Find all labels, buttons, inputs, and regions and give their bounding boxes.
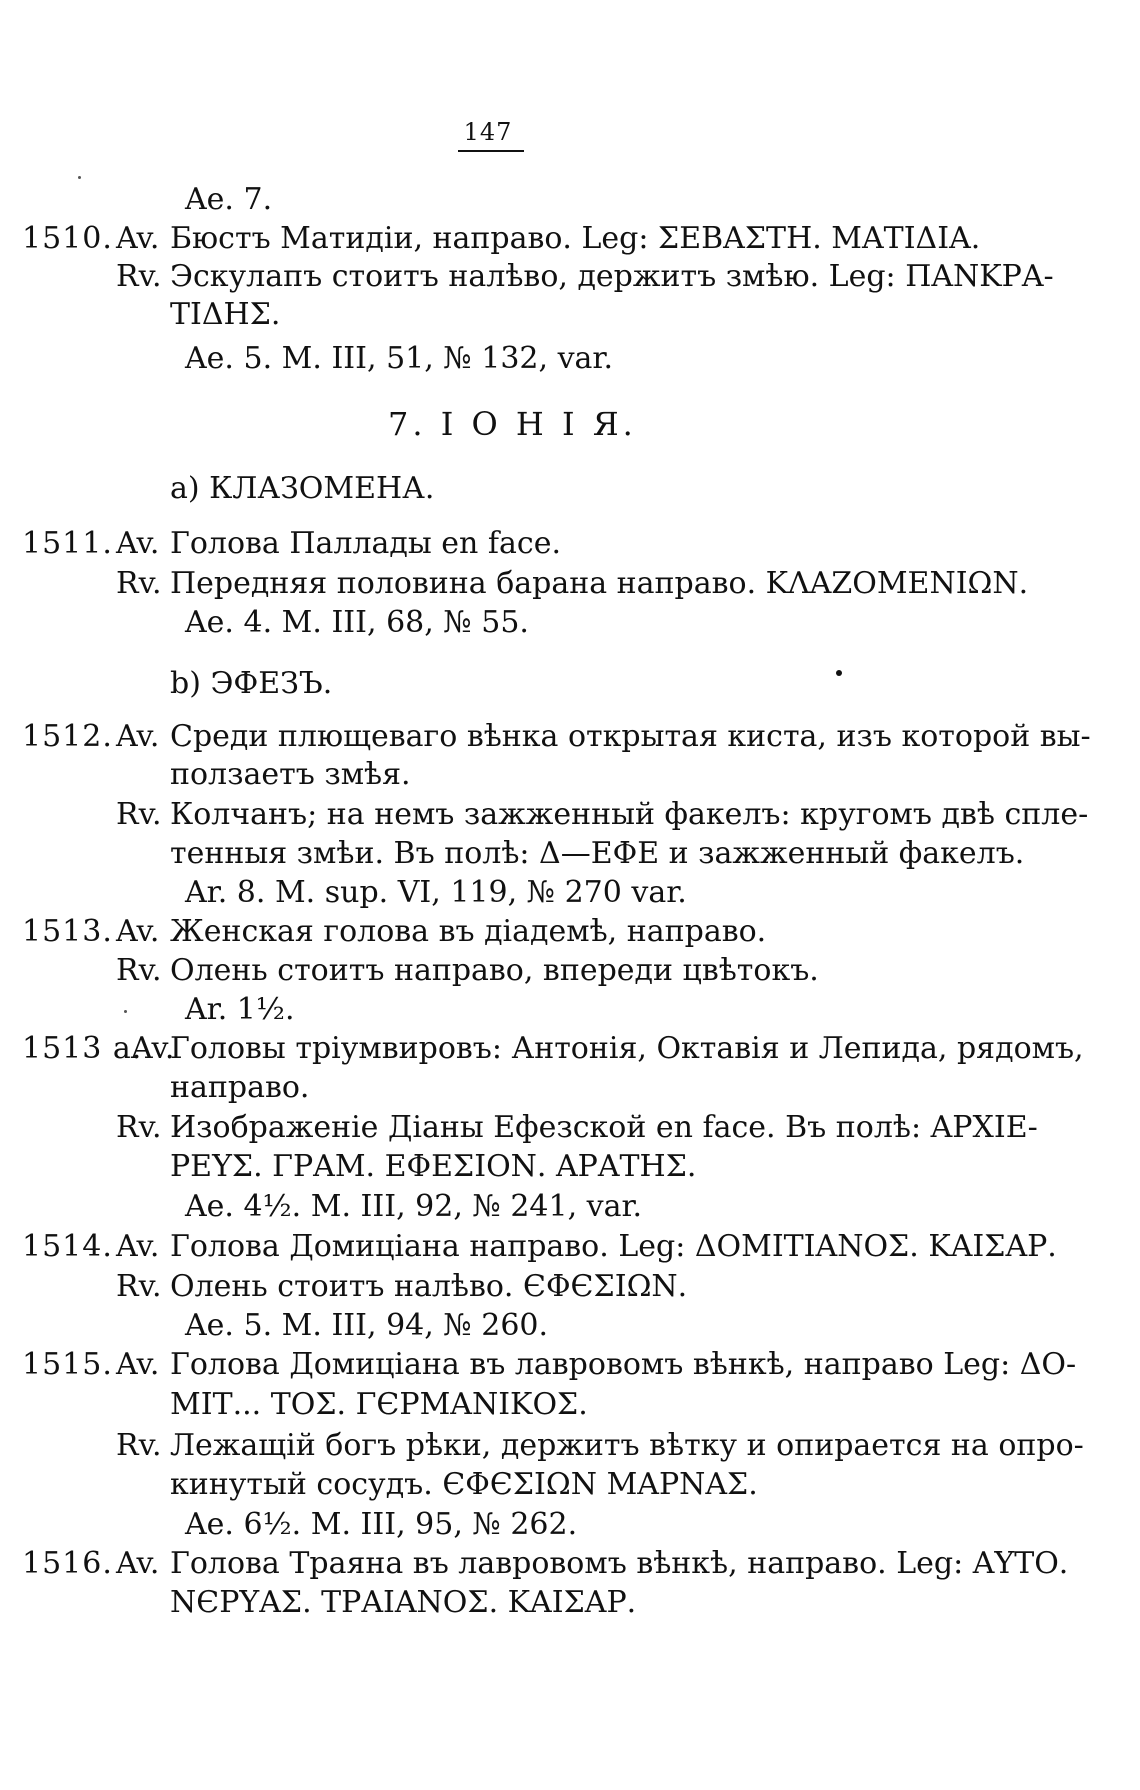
metadata-line: Ae. 6½. M. III, 95, № 262. (185, 1507, 578, 1542)
side-label: Av. (116, 526, 160, 561)
metadata-line: Ar. 1½. (185, 992, 295, 1027)
metadata-line: Ar. 8. M. sup. VI, 119, № 270 var. (185, 875, 687, 910)
page-number: 147 (463, 118, 513, 146)
entry-text: Среди плющеваго вѣнка открытая киста, изъ которой вы- (170, 719, 1091, 754)
metadata-line: Ae. 7. (185, 182, 273, 217)
page-number-underline (458, 150, 524, 152)
catalog-number: 1513. (22, 914, 113, 949)
entry-text: Голова Паллады en face. (170, 526, 561, 561)
print-speck (78, 176, 81, 179)
entry-text: тенныя змѣи. Въ полѣ: Δ—ΕΦΕ и зажженный факелъ. (170, 836, 1025, 871)
catalog-number: 1512. (22, 719, 113, 754)
entry-text: кинутый сосудъ. ЄΦЄΣΙΩΝ ΜΑΡΝΑΣ. (170, 1467, 758, 1502)
entry-text: ΤΙΔΗΣ. (170, 297, 281, 332)
subsection-heading: b) ЭФЕЗЪ. (170, 666, 333, 701)
entry-text: ΝЄΡΥΑΣ. ΤΡΑΙΑΝΟΣ. ΚΑΙΣΑΡ. (170, 1585, 637, 1620)
subsection-heading: a) КЛАЗОМЕНА. (170, 471, 435, 506)
section-heading: 7. I O H I Я. (388, 405, 637, 443)
side-label: Av. (116, 914, 160, 949)
side-label: Rv. (116, 797, 162, 832)
catalog-number: 1511. (22, 526, 113, 561)
side-label: Av. (116, 221, 160, 256)
catalog-number: 1510. (22, 221, 113, 256)
entry-text: Олень стоитъ направо, впереди цвѣтокъ. (170, 953, 819, 988)
side-label: Av. (131, 1031, 175, 1066)
metadata-line: Ae. 4. M. III, 68, № 55. (185, 605, 529, 640)
entry-text: Бюстъ Матидіи, направо. Leg: ΣΕΒΑΣΤΗ. ΜΑΤΙΔΙΑ. (170, 221, 981, 256)
entry-text: Голова Домиціана въ лавровомъ вѣнкѣ, направо Leg: ΔΟ- (170, 1347, 1077, 1382)
entry-text: Передняя половина барана направо. ΚΛΑΖΟΜΕΝΙΩΝ. (170, 566, 1029, 601)
print-dot (836, 670, 842, 676)
side-label: Av. (116, 1229, 160, 1264)
metadata-line: Ae. 4½. M. III, 92, № 241, var. (185, 1189, 643, 1224)
side-label: Rv. (116, 1110, 162, 1145)
catalog-number: 1515. (22, 1347, 113, 1382)
side-label: Rv. (116, 953, 162, 988)
side-label: Rv. (116, 259, 162, 294)
print-speck (124, 1010, 127, 1013)
entry-text: Эскулапъ стоитъ налѣво, держитъ змѣю. Leg: ΠΑΝΚΡΑ- (170, 259, 1054, 294)
side-label: Rv. (116, 1269, 162, 1304)
entry-text: Олень стоитъ налѣво. ЄΦЄΣΙΩΝ. (170, 1269, 688, 1304)
side-label: Av. (116, 719, 160, 754)
entry-text: Лежащій богъ рѣки, держитъ вѣтку и опирается на опро- (170, 1428, 1084, 1463)
entry-text: ползаетъ змѣя. (170, 757, 411, 792)
side-label: Av. (116, 1546, 160, 1581)
entry-text: направо. (170, 1070, 310, 1105)
metadata-line: Ae. 5. M. III, 94, № 260. (185, 1308, 549, 1343)
side-label: Av. (116, 1347, 160, 1382)
side-label: Rv. (116, 1428, 162, 1463)
entry-text: Изображеніе Діаны Ефезской en face. Въ полѣ: ΑΡΧΙΕ- (170, 1110, 1038, 1145)
entry-text: Женская голова въ діадемѣ, направо. (170, 914, 767, 949)
entry-text: Головы тріумвировъ: Антонія, Октавія и Лепида, рядомъ, (170, 1031, 1084, 1066)
entry-text: Колчанъ; на немъ зажженный факелъ: кругомъ двѣ спле- (170, 797, 1089, 832)
catalog-number: 1513 a. (22, 1031, 143, 1066)
catalog-number: 1514. (22, 1229, 113, 1264)
entry-text: Голова Домиціана направо. Leg: ΔΟΜΙΤΙΑΝΟΣ. ΚΑΙΣΑΡ. (170, 1229, 1057, 1264)
catalog-number: 1516. (22, 1546, 113, 1581)
side-label: Rv. (116, 566, 162, 601)
entry-text: ΜΙΤ... ΤΟΣ. ΓЄΡΜΑΝΙΚΟΣ. (170, 1387, 588, 1422)
metadata-line: Ae. 5. M. III, 51, № 132, var. (185, 341, 613, 376)
entry-text: ΡΕΥΣ. ΓΡΑΜ. ΕΦΕΣΙΟΝ. ΑΡΑΤΗΣ. (170, 1149, 697, 1184)
entry-text: Голова Траяна въ лавровомъ вѣнкѣ, направо. Leg: ΑΥΤΟ. (170, 1546, 1069, 1581)
